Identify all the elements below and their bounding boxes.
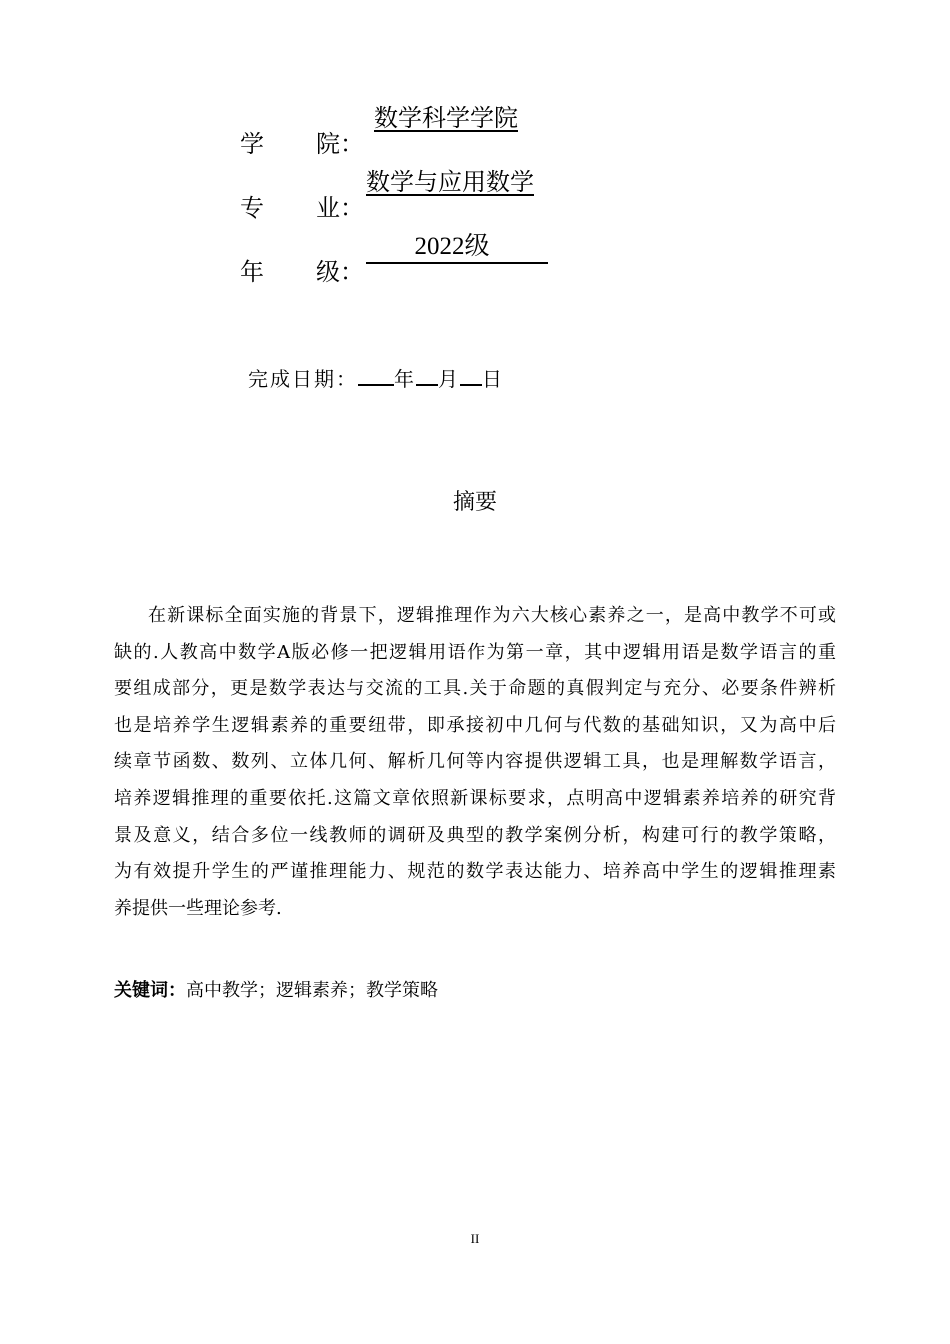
month-blank xyxy=(416,362,438,386)
abstract-line: 续章节函数、数列、立体几何、解析几何等内容提供逻辑工具，也是理解数学语言， xyxy=(114,751,836,773)
abstract-title: 摘要 xyxy=(452,490,497,515)
abstract-line: 培养逻辑推理的重要依托.这篇文章依照新课标要求，点明高中逻辑素养培养的研究背 xyxy=(114,787,836,809)
completion-date xyxy=(248,362,504,394)
abstract-body xyxy=(114,598,836,927)
abstract-line: 要组成部分，更是数学表达与交流的工具.关于命题的真假判定与充分、必要条件辨析 xyxy=(114,678,836,700)
college-row: 学 院： 数学科学学院 xyxy=(240,100,526,136)
major-value: 数学与应用数学 xyxy=(366,168,534,196)
keywords xyxy=(114,974,438,1008)
abstract-line: 为有效提升学生的严谨推理能力、规范的数学表达能力、培养高中学生的逻辑推理素 xyxy=(114,861,836,883)
keywords-value: 高中教学；逻辑素养；教学策略 xyxy=(186,980,438,1001)
month-unit: 月 xyxy=(438,367,460,391)
year-blank xyxy=(358,362,394,386)
abstract-line: 景及意义，结合多位一线教师的调研及典型的教学案例分析，构建可行的教学策略， xyxy=(114,824,836,846)
abstract-line: 缺的.人教高中数学A版必修一把逻辑用语作为第一章，其中逻辑用语是数学语言的重 xyxy=(114,641,836,663)
day-unit: 日 xyxy=(482,367,504,391)
keywords-label: 关键词： xyxy=(114,980,186,1001)
page-number: II xyxy=(470,1231,480,1246)
completion-date-label: 完成日期： xyxy=(248,367,358,391)
grade-value: 2022级 xyxy=(366,232,548,264)
abstract-line: 也是培养学生逻辑素养的重要纽带，即承接初中几何与代数的基础知识，又为高中后 xyxy=(114,714,836,736)
abstract-line: 在新课标全面实施的背景下，逻辑推理作为六大核心素养之一，是高中教学不可或 xyxy=(148,605,836,626)
grade-row: 年 级： 2022级 xyxy=(240,228,548,264)
year-unit: 年 xyxy=(394,367,416,391)
college-value: 数学科学学院 xyxy=(374,104,518,132)
abstract-line: 养提供一些理论参考. xyxy=(114,897,282,919)
major-row: 专 业： 数学与应用数学 xyxy=(240,164,534,200)
day-blank xyxy=(460,362,482,386)
